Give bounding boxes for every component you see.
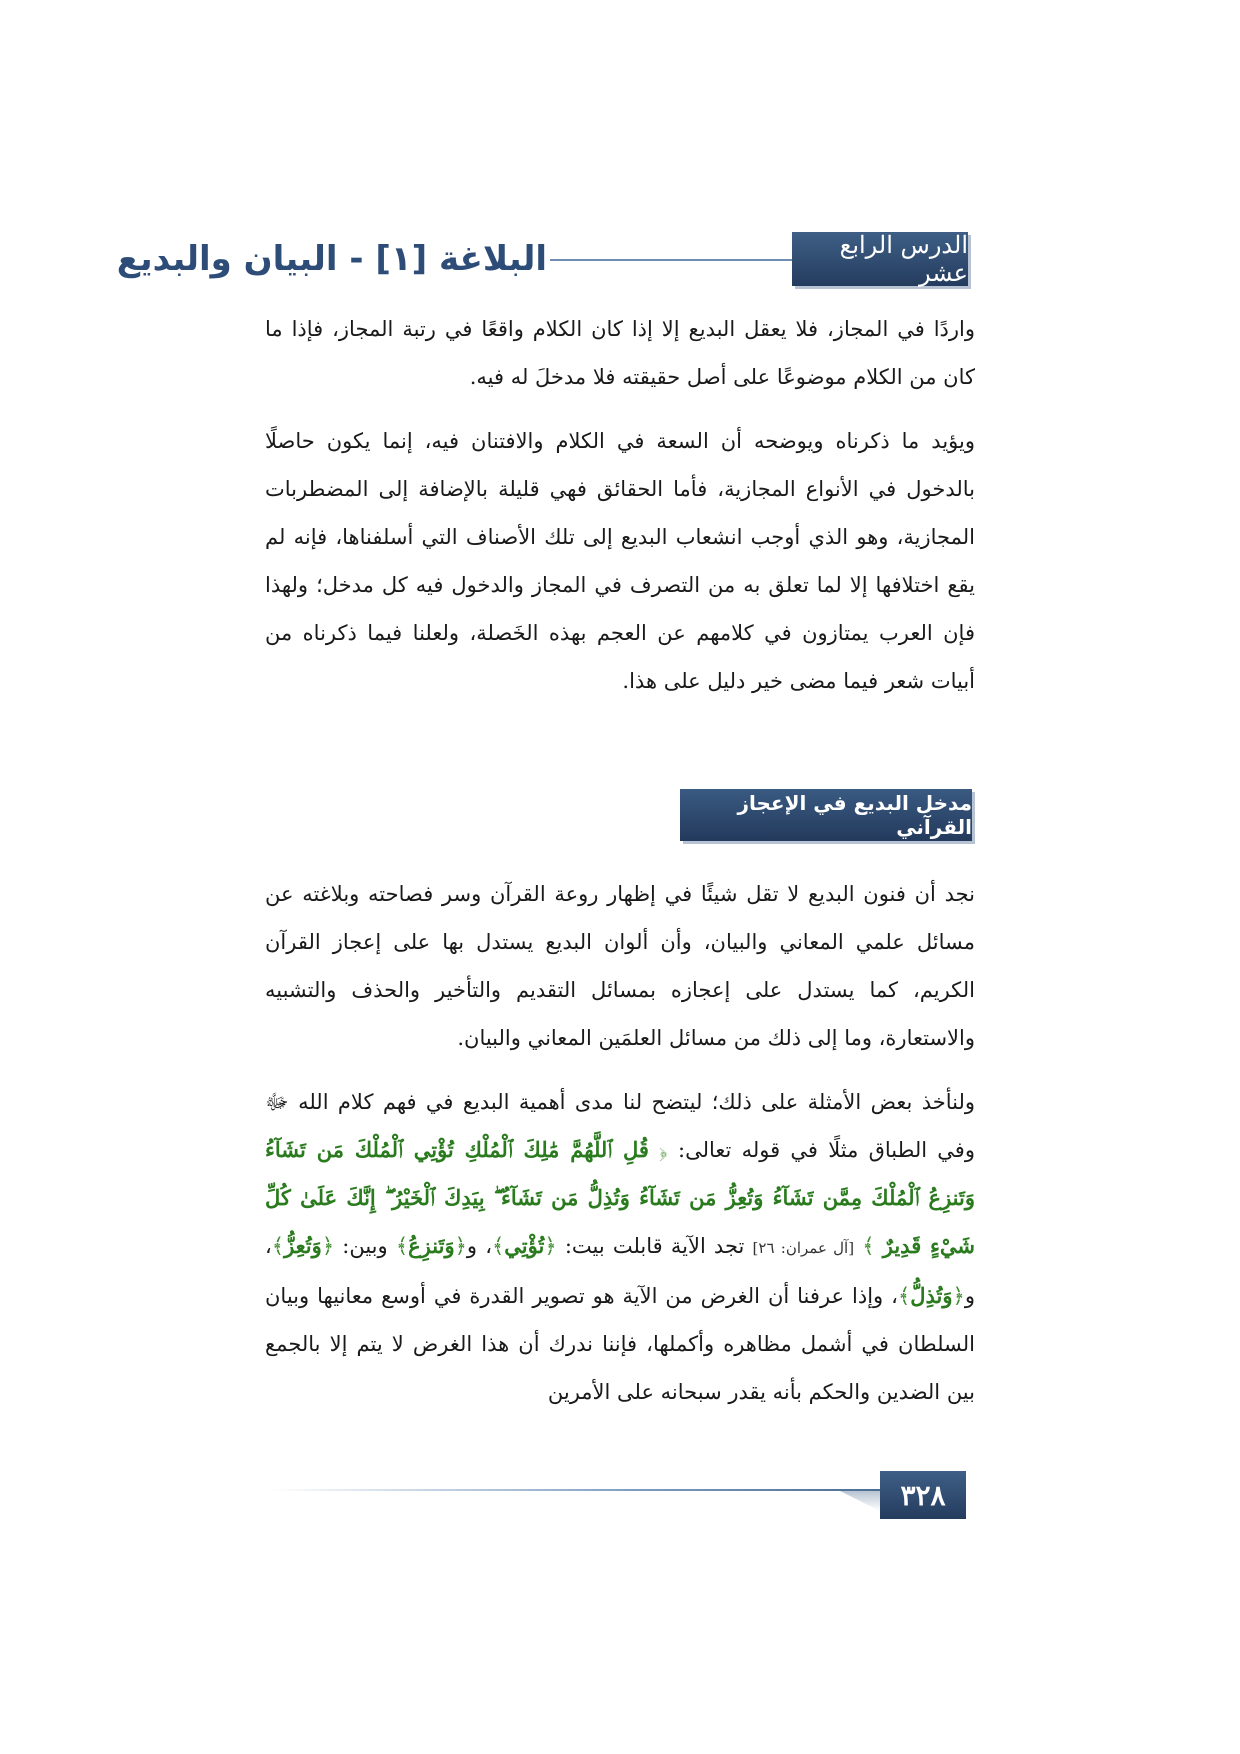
word-open-bracket: ﴿ — [321, 1234, 335, 1258]
word-open-bracket: ﴿ — [544, 1234, 557, 1258]
word-open-bracket: ﴿ — [952, 1284, 965, 1308]
header-rule — [550, 259, 792, 261]
inline-text: وبين: — [334, 1234, 396, 1258]
word-close-bracket: ﴾ — [395, 1234, 409, 1258]
verse-reference: [آل عمران: ٢٦] — [752, 1239, 855, 1257]
page-number: ٣٢٨ — [880, 1471, 966, 1519]
inline-text: ، و — [466, 1234, 492, 1258]
footer-rule — [270, 1489, 880, 1491]
section-heading: مدخل البديع في الإعجاز القرآني — [680, 789, 972, 841]
intro-paragraph-1: واردًا في المجاز، فلا يعقل البديع إلا إذا كان الكلام واقعًا في رتبة المجاز، فإذا ما كان من الكلام موضوعًا على أصل حقيقته فلا مدخلَ له فيه. — [265, 317, 975, 389]
word-close-bracket: ﴾ — [897, 1284, 911, 1308]
word-close-bracket: ﴾ — [271, 1234, 285, 1258]
footer-shadow — [840, 1491, 880, 1511]
quran-word-tudhill: وَتُذِلُّ — [910, 1283, 953, 1308]
quran-verse: قُلِ ٱللَّهُمَّ مَٰلِكَ ٱلْمُلْكِ تُؤْتِي ٱلْمُلْكَ مَن تَشَآءُ وَتَنزِعُ ٱلْمُلْكَ مِمَّن تَشَآءُ وَتُعِزُّ مَن تَشَآءُ وَتُذِلُّ مَن تَشَآءُ ۖ بِيَدِكَ ٱلْخَيْرُ ۖ إِنَّكَ عَلَىٰ كُلِّ شَيْءٍ قَدِيرٌ — [265, 1137, 975, 1258]
intro-paragraph-2: ويؤيد ما ذكرناه ويوضحه أن السعة في الكلام والافتنان فيه، إنما يكون حاصلًا بالدخول في الأنواع المجازية، فأما الحقائق فهي قليلة بالإضافة إلى المضطربات المجازية، وهو الذي أوجب انشعاب البديع إلى تلك الأصناف التي أسلفناها، فإنه لم يقع اختلافها إلا لما تعلق به من التصرف في المجاز والدخول فيه كل مدخل؛ ولهذا فإن العرب يمتازون في كلامهم عن العجم بهذه الخَصلة، ولعلنا فيما ذكرناه من أبيات شعر فيما مضى خير دليل على هذا. — [265, 429, 975, 693]
inline-text: تجد الآية قابلت بيت: — [556, 1234, 753, 1258]
lesson-label: الدرس الرابع عشر — [792, 232, 968, 286]
verse-close-bracket: ﴾ — [862, 1234, 875, 1258]
quran-word-tuti: تُؤْتِي — [504, 1233, 545, 1258]
section-paragraph-2 — [265, 1078, 975, 1416]
inline-text: ، وإذا عرفنا أن الغرض من الآية هو تصوير القدرة في أوسع معانيها وبيان السلطان في أشمل مظاهره وأكملها، فإننا ندرك أن هذا الغرض لا يتم إلا بالجمع بين الضدين والحكم بأنه يقدر سبحانه على الأمرين — [265, 1284, 975, 1404]
word-close-bracket: ﴾ — [491, 1234, 505, 1258]
section-paragraph-1: نجد أن فنون البديع لا تقل شيئًا في إظهار روعة القرآن وسر فصاحته وبلاغته عن مسائل علمي المعاني والبيان، وأن ألوان البديع يستدل بها على إعجاز القرآن الكريم، كما يستدل على إعجازه بمسائل التقديم والتأخير والحذف والتشبيه والاستعارة، وما إلى ذلك من مسائل العلمَين المعاني والبيان. — [265, 882, 975, 1050]
chapter-title: البلاغة [١] - البيان والبديع — [116, 239, 547, 279]
word-open-bracket: ﴿ — [454, 1234, 467, 1258]
quran-word-tanzi: وَتَنزِعُ — [408, 1233, 455, 1258]
inline-text: ، و — [265, 1234, 975, 1308]
paragraph-intro-text: ولنأخذ بعض الأمثلة على ذلك؛ ليتضح لنا مدى أهمية البديع في فهم كلام الله ﷻ وفي الطباق مثلًا في قوله تعالى: — [265, 1090, 975, 1162]
verse-open-bracket: ﴿ — [659, 1138, 668, 1162]
quran-word-tuizz: وَتُعِزُّ — [284, 1233, 322, 1258]
